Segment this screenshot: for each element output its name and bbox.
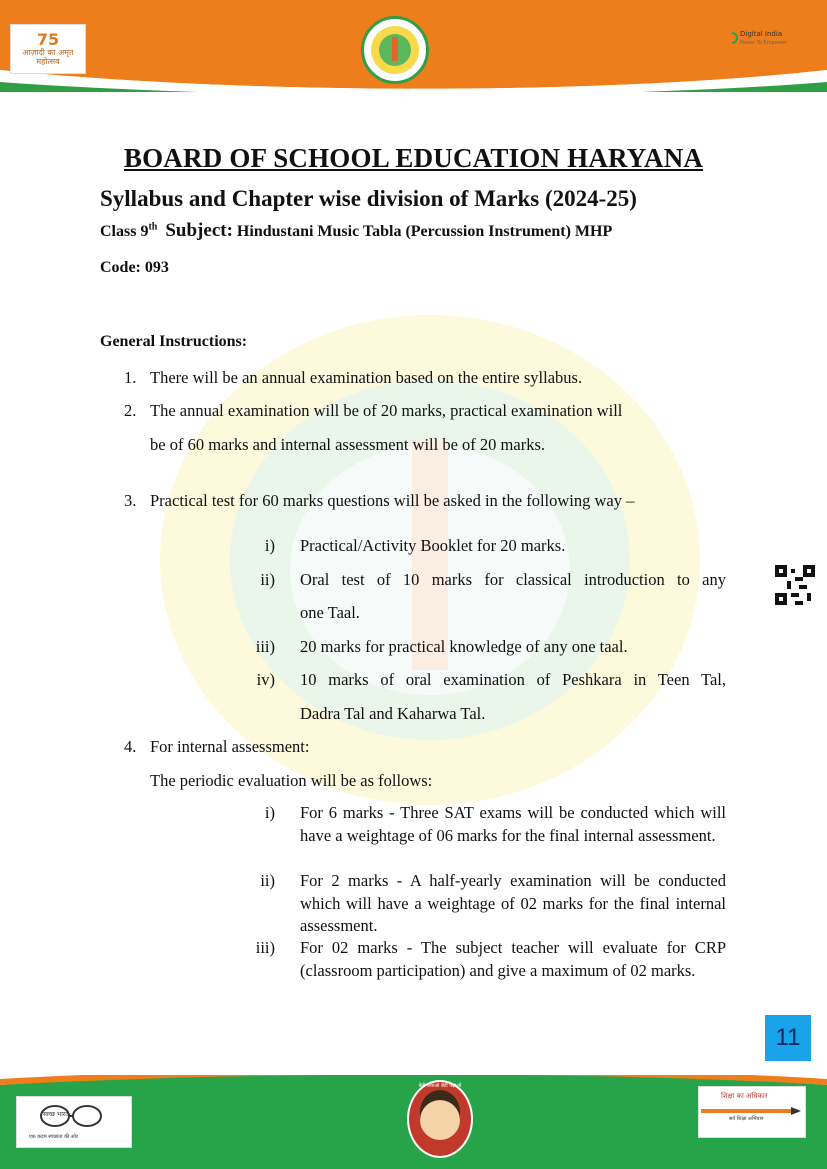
header-band bbox=[0, 0, 827, 92]
beti-bachao-logo: बेटी बचाओ बेटी पढ़ाओ bbox=[407, 1080, 473, 1158]
item-text: For internal assessment: bbox=[150, 737, 310, 756]
item-text: The annual examination will be of 20 marks, practical examination will bbox=[150, 401, 623, 420]
subitem-number: iii) bbox=[255, 938, 275, 957]
page-number: 11 bbox=[765, 1015, 811, 1061]
qr-code bbox=[775, 565, 815, 605]
subitem-text: For 2 marks - A half-yearly examination will be conducted which will have a weightage of 02 marks for the final internal assessment. bbox=[300, 871, 726, 935]
subitem-number: iv) bbox=[256, 670, 275, 689]
subitem-text: Oral test of 10 marks for classical introduction to any bbox=[300, 570, 726, 589]
girl-icon bbox=[409, 1082, 471, 1156]
pencil-icon bbox=[701, 1107, 801, 1115]
item-number: 1. bbox=[124, 368, 137, 387]
shiksha-ka-adhikar-logo: शिक्षा का अधिकार सर्व शिक्षा अभियान bbox=[698, 1086, 806, 1138]
class-subject-line bbox=[100, 220, 612, 242]
item-number: 2. bbox=[124, 401, 137, 420]
item-number: 4. bbox=[124, 737, 137, 756]
subitem-text: Practical/Activity Booklet for 20 marks. bbox=[300, 536, 566, 555]
swachh-bharat-logo: स्वच्छ भारत एक कदम स्वच्छता की ओर bbox=[16, 1096, 132, 1148]
subitem-text: For 6 marks - Three SAT exams will be conducted which will have a weightage of 06 marks for the final internal assessment. bbox=[300, 803, 726, 845]
subitem-number: i) bbox=[264, 803, 275, 822]
subject-code: Code: 093 bbox=[100, 259, 169, 276]
subitem-text: For 02 marks - The subject teacher will evaluate for CRP (classroom participation) and give a maximum of 02 marks. bbox=[300, 938, 726, 980]
subject-label: Subject: bbox=[165, 220, 233, 241]
item-text: There will be an annual examination based on the entire syllabus. bbox=[150, 368, 583, 387]
subitem-number: ii) bbox=[260, 871, 275, 890]
subitem-number: i) bbox=[264, 536, 275, 555]
emblem-icon bbox=[364, 19, 426, 81]
bseh-emblem-logo bbox=[361, 16, 429, 84]
subject-value: Hindustani Music Tabla (Percussion Instrument) MHP bbox=[236, 223, 613, 240]
digital-india-icon bbox=[726, 28, 740, 48]
item-number: 3. bbox=[124, 491, 137, 510]
page-subtitle: Syllabus and Chapter wise division of Marks (2024-25) bbox=[100, 186, 637, 211]
class-label: Class 9 bbox=[100, 223, 149, 240]
subitem-number: iii) bbox=[255, 637, 275, 656]
class-sup: th bbox=[148, 221, 158, 233]
item-text: be of 60 marks and internal assessment will be of 20 marks. bbox=[150, 435, 545, 454]
digital-india-logo: Digital India Power To Empower bbox=[726, 22, 796, 58]
subitem-text: Dadra Tal and Kaharwa Tal. bbox=[300, 704, 486, 723]
azadi-ka-amrit-mahotsav-logo: 75 आज़ादी का अमृत महोत्सव bbox=[10, 24, 86, 74]
item-text: Practical test for 60 marks questions will be asked in the following way – bbox=[150, 491, 635, 510]
footer-band bbox=[0, 1075, 827, 1169]
page-title: BOARD OF SCHOOL EDUCATION HARYANA bbox=[123, 143, 704, 173]
subitem-text: 20 marks for practical knowledge of any one taal. bbox=[300, 637, 628, 656]
item-text: The periodic evaluation will be as follows: bbox=[150, 771, 433, 790]
subitem-number: ii) bbox=[260, 570, 275, 589]
subitem-text: one Taal. bbox=[300, 603, 360, 622]
general-instructions-heading: General Instructions: bbox=[100, 333, 248, 350]
subitem-text: 10 marks of oral examination of Peshkara in Teen Tal, bbox=[300, 670, 726, 689]
